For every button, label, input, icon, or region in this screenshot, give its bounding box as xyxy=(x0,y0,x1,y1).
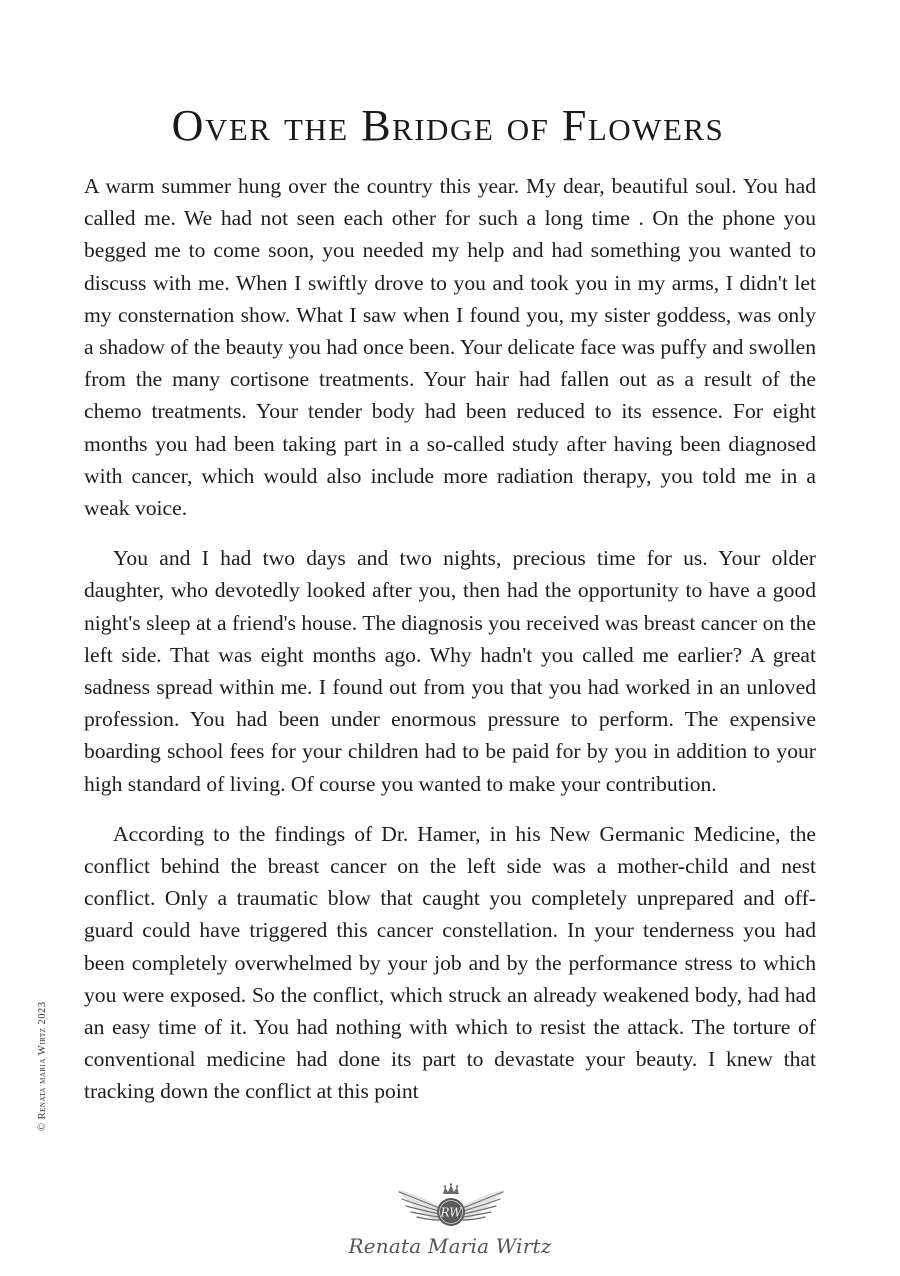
page-title: Over the Bridge of Flowers xyxy=(171,101,725,150)
paragraph-1: A warm summer hung over the country this year. My dear, beautiful soul. You had called me. We had not seen each other for such a long time . On the phone you begged me to come soon, you needed my help and had something you wanted to discuss with me. When I swiftly drove to you and took you in my arms, I didn't let my consternation show. What I saw when I found you, my sister goddess, was only a shadow of the beauty you had once been. Your delicate face was puffy and swollen from the many cortisone treatments. Your hair had fallen out as a result of the chemo treatments. Your tender body had been reduced to its essence. For eight months you had been taking part in a so-called study after having been diagnosed with cancer, which would also include more radiation therapy, you told me in a weak voice. xyxy=(84,174,816,521)
copyright-notice: © Renata maria Wirtz 2023 xyxy=(37,1001,48,1131)
winged-crest-logo-icon xyxy=(395,1182,507,1232)
paragraph-3: According to the findings of Dr. Hamer, in his New Germanic Medicine, the conflict behind the breast cancer on the left side was a mother-child and nest conflict. Only a traumatic blow that caught you completely unprepared and off-guard could have triggered this cancer constellation. In your tenderness you had been completely overwhelmed by your job and by the performance stress to which you were exposed. So the conflict, which struck an already weakened body, had had an easy time of it. You had nothing with which to resist the attack. The torture of conventional medicine had done its part to devastate your beauty. I knew that tracking down the conflict at this point xyxy=(84,821,816,1104)
body-text xyxy=(84,170,816,1126)
author-signature: Renata Maria Wirtz xyxy=(348,1234,552,1258)
logo-monogram: RW xyxy=(440,1205,462,1220)
paragraph-2: You and I had two days and two nights, precious time for us. Your older daughter, who devotedly looked after you, then had the opportunity to have a good night's sleep at a friend's house. The diagnosis you received was breast cancer on the left side. That was eight months ago. Why hadn't you called me earlier? A great sadness spread within me. I found out from you that you had worked in an unloved profession. You had been under enormous pressure to perform. The expensive boarding school fees for your children had to be paid for by you in addition to your high standard of living. Of course you wanted to make your contribution. xyxy=(84,546,816,796)
